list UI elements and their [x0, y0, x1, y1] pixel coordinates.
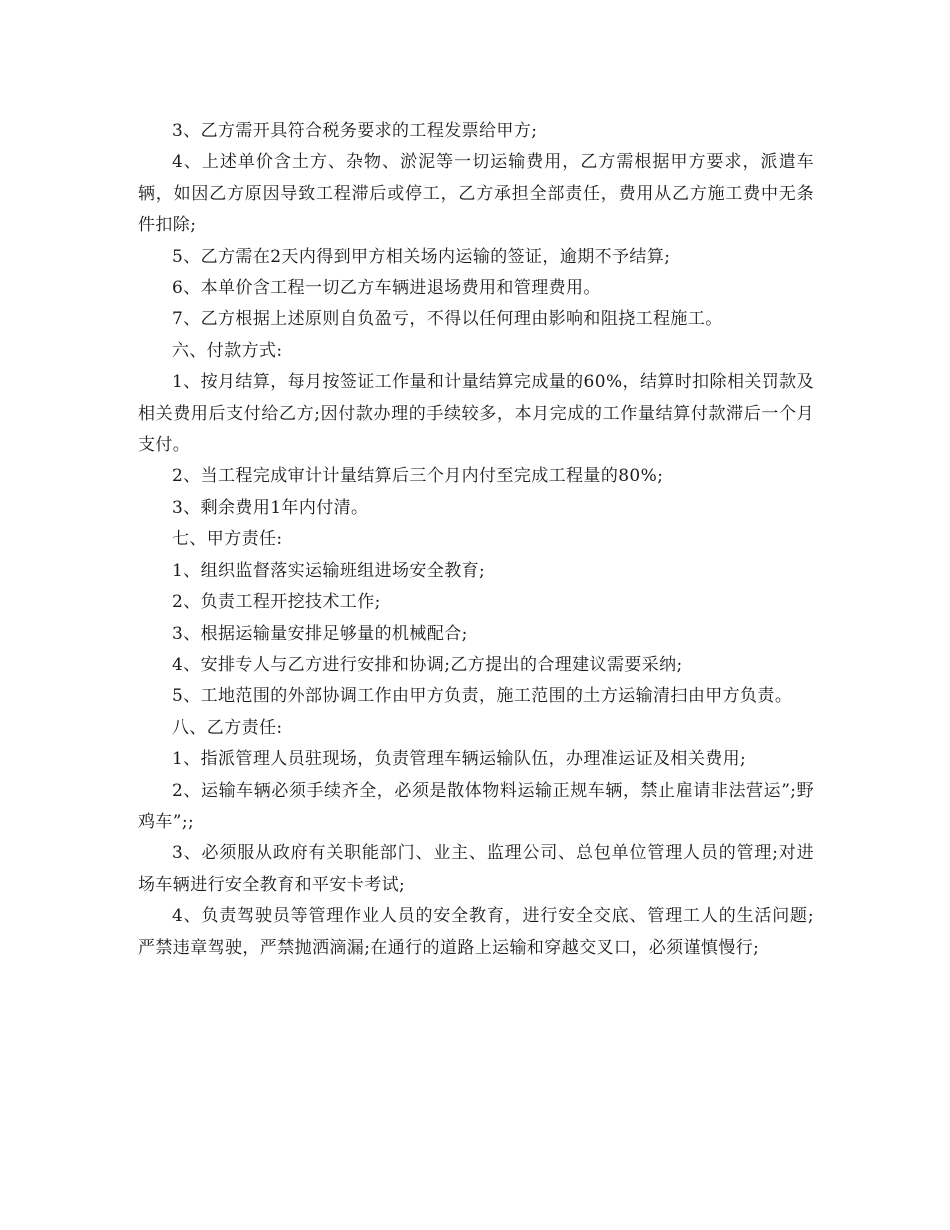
- paragraph-item-6-vehicle-fees: 6、本单价含工程一切乙方车辆进退场费用和管理费用。: [172, 278, 601, 299]
- section-heading-party-b: 八、乙方责任:: [172, 717, 283, 738]
- section-heading-payment: 六、付款方式:: [172, 340, 283, 361]
- paragraph-party-b-1: 1、指派管理人员驻现场，负责管理车辆运输队伍，办理准运证及相关费用;: [172, 749, 747, 770]
- section-heading-party-a: 七、甲方责任:: [172, 529, 283, 550]
- paragraph-party-a-4: 4、安排专人与乙方进行安排和协调;乙方提出的合理建议需要采纳;: [172, 654, 683, 675]
- paragraph-party-b-4: 4、负责驾驶员等管理作业人员的安全教育，进行安全交底、管理工人的生活问题;严禁违章驾驶，严禁抛洒滴漏;在通行的道路上运输和穿越交叉口，必须谨慎慢行;: [138, 906, 814, 958]
- paragraph-party-a-5: 5、工地范围的外部协调工作由甲方负责，施工范围的土方运输清扫由甲方负责。: [172, 686, 793, 707]
- paragraph-party-a-2: 2、负责工程开挖技术工作;: [172, 592, 381, 613]
- paragraph-party-b-2: 2、运输车辆必须手续齐全，必须是散体物料运输正规车辆，禁止雇请非法营运”;野鸡车”;;: [138, 780, 814, 832]
- paragraph-party-a-1: 1、组织监督落实运输班组进场安全教育;: [172, 560, 486, 581]
- document-body: [138, 116, 814, 964]
- paragraph-item-5-visa: 5、乙方需在2天内得到甲方相关场内运输的签证，逾期不予结算;: [172, 246, 671, 267]
- paragraph-payment-2: 2、当工程完成审计计量结算后三个月内付至完成工程量的80%;: [172, 466, 664, 487]
- paragraph-party-b-3: 3、必须服从政府有关职能部门、业主、监理公司、总包单位管理人员的管理;对进场车辆进行安全教育和平安卡考试;: [138, 843, 814, 895]
- paragraph-item-4-transport-cost: 4、上述单价含土方、杂物、淤泥等一切运输费用，乙方需根据甲方要求，派遣车辆，如因乙方原因导致工程滞后或停工，乙方承担全部责任，费用从乙方施工费中无条件扣除;: [138, 152, 814, 236]
- paragraph-item-3-invoice: 3、乙方需开具符合税务要求的工程发票给甲方;: [172, 121, 538, 141]
- paragraph-item-7-profit-loss: 7、乙方根据上述原则自负盈亏，不得以任何理由影响和阻挠工程施工。: [172, 309, 723, 330]
- paragraph-payment-3: 3、剩余费用1年内付清。: [172, 497, 369, 518]
- paragraph-party-a-3: 3、根据运输量安排足够量的机械配合;: [172, 623, 468, 644]
- paragraph-payment-1: 1、按月结算，每月按签证工作量和计量结算完成量的60%，结算时扣除相关罚款及相关费用后支付给乙方;因付款办理的手续较多，本月完成的工作量结算付款滞后一个月支付。: [138, 372, 814, 456]
